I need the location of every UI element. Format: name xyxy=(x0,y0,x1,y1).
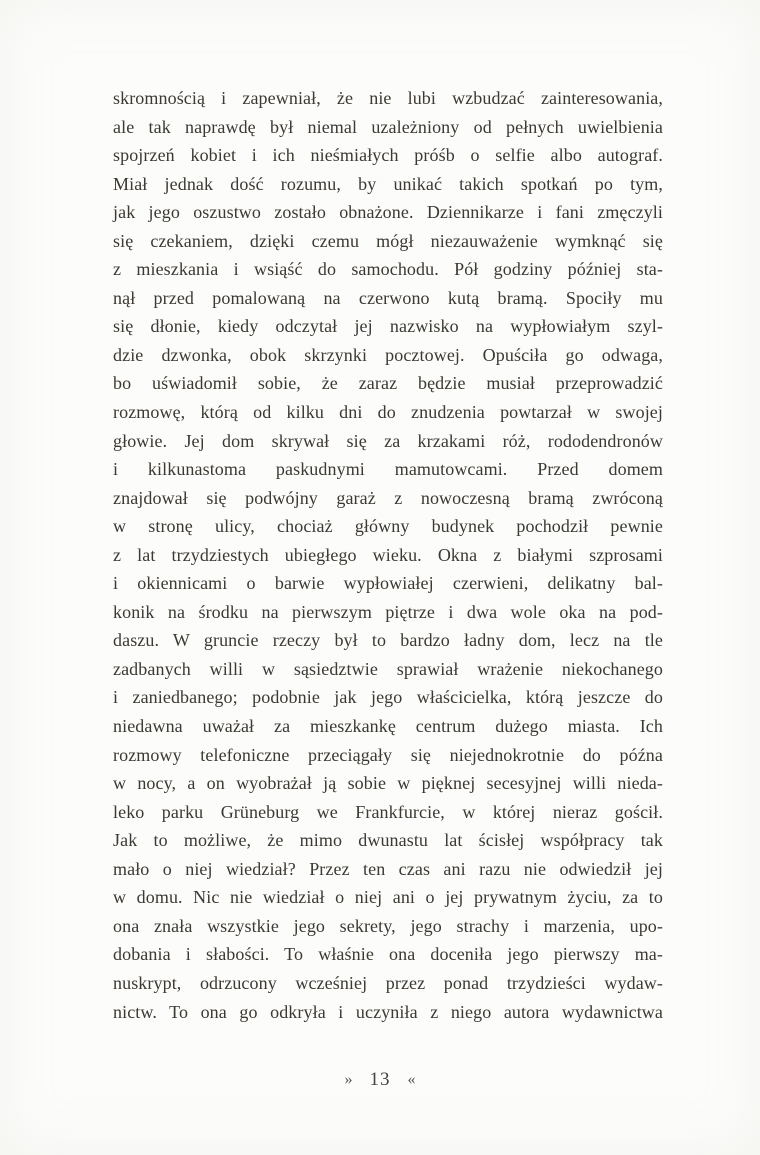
text-line: rozmowę, którą od kilku dni do znudzenia powtarzał w swojej xyxy=(113,402,663,423)
text-line: nictw. To ona go odkryła i uczyniła z niego autora wydawnictwa xyxy=(113,1001,663,1022)
text-line: bo uświadomił sobie, że zaraz będzie musiał przeprowadzić xyxy=(113,373,663,394)
text-line: z mieszkania i wsiąść do samochodu. Pół godziny później sta- xyxy=(113,259,663,280)
text-line: mało o niej wiedział? Przez ten czas ani razu nie odwiedził jej xyxy=(113,858,663,879)
text-line: dobania i słabości. To właśnie ona doceniła jego pierwszy ma- xyxy=(113,944,663,965)
text-line: daszu. W gruncie rzeczy był to bardzo ładny dom, lecz na tle xyxy=(113,630,663,651)
text-line: się dłonie, kiedy odczytał jej nazwisko na wypłowiałym szyl- xyxy=(113,316,663,337)
page-number: 13 xyxy=(369,1069,391,1090)
page-footer xyxy=(0,1069,760,1091)
text-line: jak jego oszustwo zostało obnażone. Dziennikarze i fani zmęczyli xyxy=(113,202,663,223)
text-line: Miał jednak dość rozumu, by unikać takich spotkań po tym, xyxy=(113,173,663,194)
text-line: znajdował się podwójny garaż z nowoczesną bramą zwróconą xyxy=(113,487,663,508)
text-line: się czekaniem, dzięki czemu mógł niezauważenie wymknąć się xyxy=(113,230,663,251)
text-line: i zaniedbanego; podobnie jak jego właścicielka, którą jeszcze do xyxy=(113,687,663,708)
text-line: i kilkunastoma paskudnymi mamutowcami. Przed domem xyxy=(113,459,663,480)
text-line: nuskrypt, odrzucony wcześniej przez ponad trzydzieści wydaw- xyxy=(113,972,663,993)
text-line: i okiennicami o barwie wypłowiałej czerwieni, delikatny bal- xyxy=(113,573,663,594)
text-line: leko parku Grüneburg we Frankfurcie, w której nieraz gościł. xyxy=(113,801,663,822)
text-line: w domu. Nic nie wiedział o niej ani o jej prywatnym życiu, za to xyxy=(113,887,663,908)
text-line: ona znała wszystkie jego sekrety, jego strachy i marzenia, upo- xyxy=(113,915,663,936)
page-text xyxy=(113,84,663,1026)
text-line: w stronę ulicy, chociaż główny budynek pochodził pewnie xyxy=(113,516,663,537)
text-line: ale tak naprawdę był niemal uzależniony od pełnych uwielbienia xyxy=(113,116,663,137)
text-line: Jak to możliwe, że mimo dwunastu lat ścisłej współpracy tak xyxy=(113,830,663,851)
text-line: niedawna uważał za mieszkankę centrum dużego miasta. Ich xyxy=(113,716,663,737)
text-line: w nocy, a on wyobrażał ją sobie w pięknej secesyjnej willi nieda- xyxy=(113,773,663,794)
footer-left-guillemet: » xyxy=(344,1071,353,1088)
text-line: konik na środku na pierwszym piętrze i dwa wole oka na pod- xyxy=(113,601,663,622)
text-line: z lat trzydziestych ubiegłego wieku. Okna z białymi szprosami xyxy=(113,544,663,565)
footer-right-guillemet: « xyxy=(407,1071,416,1088)
text-line: głowie. Jej dom skrywał się za krzakami róż, rododendronów xyxy=(113,430,663,451)
text-line: skromnością i zapewniał, że nie lubi wzbudzać zainteresowania, xyxy=(113,88,663,108)
text-line: nął przed pomalowaną na czerwono kutą bramą. Spociły mu xyxy=(113,287,663,308)
text-line: zadbanych willi w sąsiedztwie sprawiał wrażenie niekochanego xyxy=(113,658,663,679)
text-line: dzie dzwonka, obok skrzynki pocztowej. Opuściła go odwaga, xyxy=(113,344,663,365)
text-line: rozmowy telefoniczne przeciągały się niejednokrotnie do późna xyxy=(113,744,663,765)
text-line: spojrzeń kobiet i ich nieśmiałych próśb o selfie albo autograf. xyxy=(113,145,663,166)
